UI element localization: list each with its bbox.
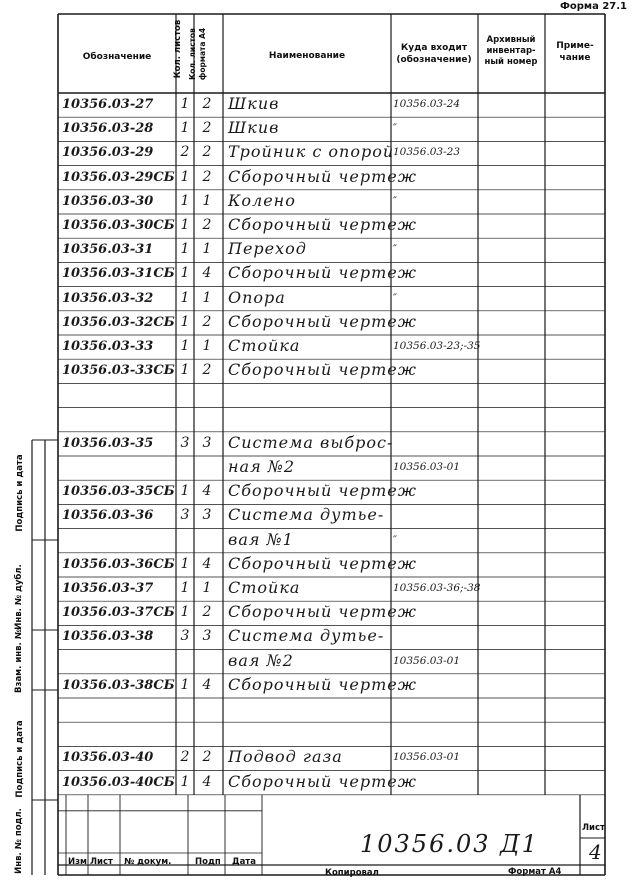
sheet-label: Лист [582, 823, 605, 833]
row-sheets-a4: 1 [202, 338, 212, 354]
row-designation: 10356.03-29 [62, 145, 154, 161]
row-sheets-a4: 1 [202, 241, 212, 258]
row-name: Переход [228, 239, 307, 259]
row-sheets-a4: 4 [202, 773, 212, 790]
row-sheets-count: 1 [180, 676, 190, 693]
row-sheets-a4: 2 [202, 362, 212, 379]
row-sheets-a4: 2 [202, 749, 212, 766]
footer-izm: Изм [68, 857, 88, 867]
row-sheets-count: 3 [180, 628, 190, 645]
row-name: Система дутье- [228, 626, 385, 646]
row-designation: 10356.03-38 [62, 629, 154, 645]
row-name: Сборочный чертеж [228, 311, 417, 331]
row-name: Шкив [228, 94, 280, 113]
row-designation: 10356.03-31СБ [62, 266, 175, 282]
row-designation: 10356.03-28 [62, 121, 154, 137]
row-sheets-count: 3 [180, 507, 190, 524]
row-sheets-count: 1 [180, 483, 190, 500]
row-where-used: ″ [393, 243, 397, 256]
row-sheets-a4: 2 [202, 96, 212, 112]
row-name: Сборочный чертеж [228, 263, 417, 283]
row-where-used: 10356.03-01 [393, 751, 461, 764]
header-name: Наименование [268, 51, 346, 61]
row-designation: 10356.03-27 [62, 97, 154, 112]
row-sheets-count: 1 [180, 580, 190, 596]
header-sheets-count: Кол. листов [173, 19, 183, 79]
row-sheets-count: 1 [180, 338, 190, 354]
row-designation: 10356.03-40 [62, 750, 154, 766]
row-name: Тройник с опорой [228, 142, 395, 162]
header-where-used: Куда входит (обозначение) [396, 43, 472, 65]
row-sheets-count: 1 [180, 120, 190, 137]
row-sheets-count: 1 [180, 192, 190, 209]
row-sheets-a4: 4 [202, 676, 212, 693]
row-sheets-count: 2 [180, 144, 190, 161]
row-designation: 10356.03-40СБ [62, 774, 175, 790]
header-designation: Обозначение [82, 52, 152, 62]
row-name: Система дутье- [228, 505, 385, 525]
row-sheets-count: 1 [180, 773, 190, 790]
side-label-sign-date-1: Подпись и дата [15, 454, 25, 532]
row-name: вая №1 [228, 529, 294, 549]
row-sheets-a4: 2 [202, 217, 212, 233]
row-sheets-a4: 2 [202, 313, 212, 330]
row-name: Опора [228, 287, 286, 307]
row-sheets-a4: 1 [202, 580, 212, 596]
row-designation: 10356.03-36СБ [62, 556, 175, 572]
row-name: Сборочный чертеж [228, 771, 417, 791]
row-where-used: ″ [393, 194, 397, 207]
row-sheets-a4: 3 [202, 628, 212, 645]
row-sheets-a4: 1 [202, 289, 212, 306]
footer-dokum: № докум. [124, 857, 172, 867]
row-sheets-count: 1 [180, 265, 190, 282]
row-sheets-a4: 1 [202, 192, 212, 209]
row-designation: 10356.03-31 [62, 242, 154, 258]
row-sheets-a4: 2 [202, 604, 212, 621]
row-name: Шкив [228, 118, 280, 138]
row-where-used: ″ [393, 122, 397, 135]
side-label-inv-dubl: Инв. № дубл. [14, 564, 24, 630]
row-sheets-a4: 2 [202, 120, 212, 137]
row-sheets-a4: 3 [202, 507, 212, 524]
footer-list: Лист [90, 857, 113, 867]
row-designation: 10356.03-36 [62, 508, 154, 524]
row-name: Подвод газа [228, 747, 343, 767]
row-name: Сборочный чертеж [228, 481, 417, 501]
row-name: Сборочный чертеж [228, 166, 417, 186]
doc-code: 10356.03 Д1 [360, 830, 539, 858]
row-sheets-a4: 3 [202, 434, 212, 451]
header-archive: Архивный инвентар- ный номер [484, 35, 538, 67]
sheet-number: 4 [589, 840, 602, 864]
row-where-used: 10356.03-23 [393, 146, 461, 159]
row-designation: 10356.03-35СБ [62, 484, 175, 500]
row-name: Стойка [228, 336, 301, 355]
row-sheets-a4: 2 [202, 144, 212, 161]
row-name: Сборочный чертеж [228, 360, 417, 380]
row-designation: 10356.03-32 [62, 290, 154, 306]
row-sheets-count: 1 [180, 96, 190, 112]
row-designation: 10356.03-38СБ [62, 677, 175, 693]
row-designation: 10356.03-33 [62, 339, 154, 354]
row-sheets-count: 1 [180, 289, 190, 306]
row-sheets-a4: 2 [202, 168, 212, 185]
side-label-sign-date-2: Подпись и дата [15, 720, 25, 798]
row-sheets-count: 1 [180, 217, 190, 233]
row-name: Сборочный чертеж [228, 674, 417, 694]
row-where-used: ″ [393, 291, 397, 304]
row-sheets-count: 1 [180, 313, 190, 330]
row-name: Сборочный чертеж [228, 215, 417, 234]
footer-data: Дата [232, 857, 256, 867]
row-sheets-a4: 4 [202, 483, 212, 500]
row-name: ная №2 [228, 457, 296, 476]
row-name: Сборочный чертеж [228, 553, 417, 573]
side-label-vzam-inv: Взам. инв. № [14, 629, 24, 693]
row-designation: 10356.03-29СБ [62, 169, 175, 185]
row-designation: 10356.03-30СБ [62, 218, 175, 233]
footer-podp: Подп [195, 857, 221, 867]
row-sheets-count: 1 [180, 604, 190, 621]
row-where-used: 10356.03-24 [393, 98, 461, 110]
row-sheets-count: 1 [180, 241, 190, 258]
footer-format: Формат А4 [508, 867, 562, 877]
row-sheets-a4: 4 [202, 265, 212, 282]
row-name: Стойка [228, 578, 301, 597]
row-sheets-count: 1 [180, 555, 190, 572]
row-designation: 10356.03-30 [62, 193, 154, 209]
row-sheets-count: 1 [180, 168, 190, 185]
row-name: Колено [228, 190, 296, 210]
row-designation: 10356.03-35 [62, 435, 154, 451]
row-designation: 10356.03-37СБ [62, 605, 175, 621]
header-sheets-a4: Кол. листов формата А4 [188, 27, 207, 81]
row-sheets-count: 2 [180, 749, 190, 766]
row-sheets-count: 1 [180, 362, 190, 379]
side-label-inv-podl: Инв. № подл. [14, 808, 24, 874]
row-where-used: 10356.03-01 [393, 654, 461, 667]
row-designation: 10356.03-32СБ [62, 314, 175, 330]
row-name: Сборочный чертеж [228, 602, 417, 622]
row-sheets-a4: 4 [202, 555, 212, 572]
row-where-used: 10356.03-36;-38 [393, 582, 481, 594]
row-designation: 10356.03-37 [62, 581, 154, 596]
footer-kopiroval: Копировал [325, 868, 379, 878]
row-designation: 10356.03-33СБ [62, 363, 175, 379]
row-sheets-count: 3 [180, 434, 190, 451]
row-where-used: 10356.03-23;-35 [393, 340, 481, 352]
row-where-used: 10356.03-01 [393, 461, 461, 473]
row-name: вая №2 [228, 650, 294, 670]
row-where-used: ″ [393, 533, 397, 546]
form-label: Форма 27.1 [559, 1, 627, 12]
row-name: Система выброс- [228, 432, 394, 452]
header-note: Приме- чание [556, 41, 594, 63]
